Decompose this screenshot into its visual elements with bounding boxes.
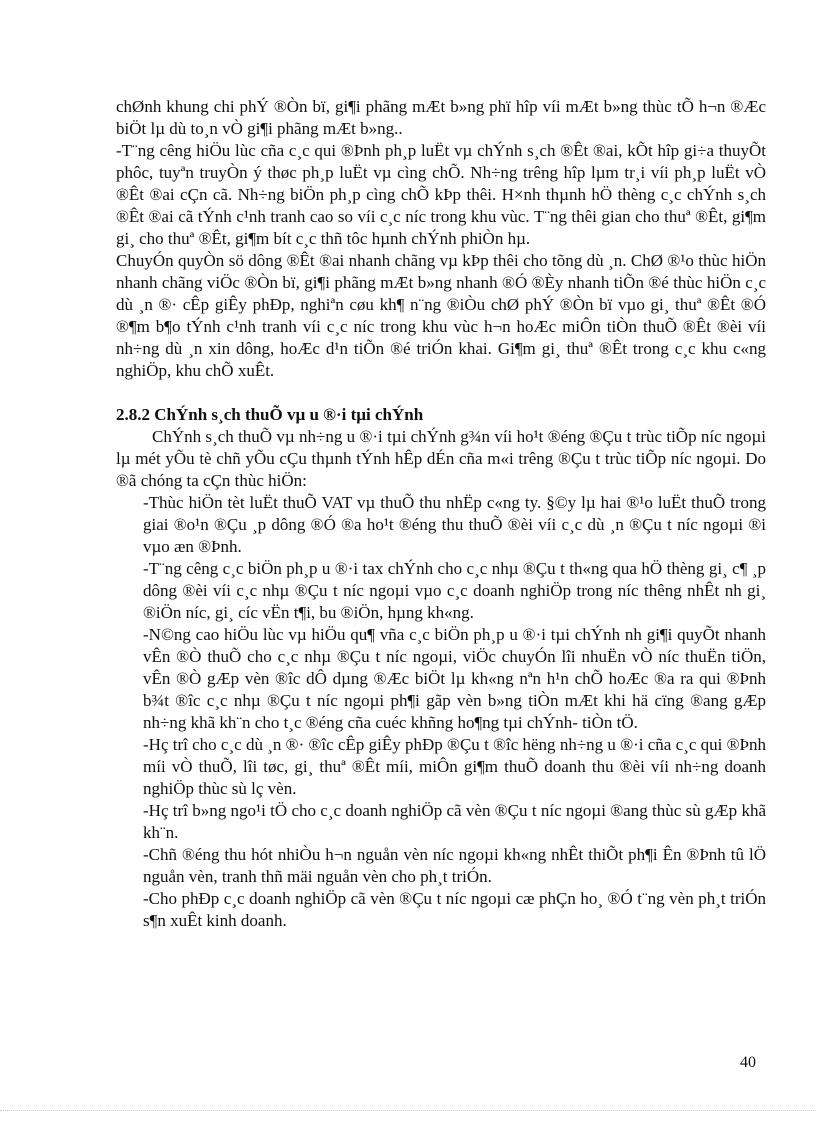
page-number: 40 <box>740 1054 756 1071</box>
list-item: -Hç trî cho c¸c dù ¸n ®· ®îc cÊp giÊy phÐp ®Çu t ®îc hëng nh÷ng u ®·i cña c¸c qui ®Þnh míi vÒ thuÕ, lîi tøc, gi¸ thuª ®Êt míi, miÔn gi¶m thuÕ doanh thu ®èi víi nh÷ng doanh nghiÖp thùc sù lç vèn. <box>143 735 766 798</box>
list-item: -Chñ ®éng thu hót nhiÒu h¬n nguån vèn níc ngoµi kh«ng nhÊt thiÕt ph¶i Ên ®Þnh tû lÖ nguån vèn, tranh thñ mäi nguån vèn cho ph¸t triÓn. <box>143 845 766 886</box>
paragraph-tax-intro: ChÝnh s¸ch thuÕ vµ nh÷ng u ®·i tµi chÝnh g¾n víi ho¹t ®éng ®Çu t trùc tiÕp níc ngoµi lµ mét yÕu tè chñ yÕu cÇu thµnh tÝnh hÊp dÉn cña m«i trêng ®Çu t trùc tiÕp níc ngoµi. Do ®ã chóng ta cÇn thùc hiÖn: <box>116 427 766 490</box>
list-item: -N©ng cao hiÖu lùc vµ hiÖu qu¶ vña c¸c biÖn ph¸p u ®·i tµi chÝnh nh gi¶i quyÕt nhanh vÊn ®Ò thuÕ cho c¸c nhµ ®Çu t níc ngoµi, viÖc chuyÓn lîi nhuËn vÒ níc thuËn tiÖn, vÊn ®Ò gÆp vèn ®îc dÔ dµng ®Æc biÖt lµ kh«ng nªn h¹n chÕ hoÆc ®a ra qui ®Þnh b¾t ®îc c¸c nhµ ®Çu t níc ngoµi ph¶i gãp vèn b»ng tiÒn mÆt khi hä cïng ®ang gÆp nh÷ng khã kh¨n cho t¸c ®éng cña cuéc khñng ho¶ng tµi chÝnh- tiÒn tÖ. <box>143 625 766 732</box>
list-item: -Thùc hiÖn tèt luËt thuÕ VAT vµ thuÕ thu nhËp c«ng ty. §©y lµ hai ®¹o luËt thuÕ trong giai ®o¹n ®Çu ¸p dông ®Ó ®a ho¹t ®éng thu thuÕ ®èi víi c¸c dù ¸n ®Çu t níc ngoµi ®i vµo æn ®Þnh. <box>143 493 766 556</box>
list-item: -Cho phÐp c¸c doanh nghiÖp cã vèn ®Çu t níc ngoµi cæ phÇn ho¸ ®Ó t¨ng vèn ph¸t triÓn s¶n xuÊt kinh doanh. <box>143 889 766 930</box>
page-body <box>116 96 766 932</box>
footer-divider <box>0 1110 816 1111</box>
list-item: -Hç trî b»ng ngo¹i tÖ cho c¸c doanh nghiÖp cã vèn ®Çu t níc ngoµi ®ang thùc sù gÆp khã kh¨n. <box>143 801 766 842</box>
section-heading-2-8-2: 2.8.2 ChÝnh s¸ch thuÕ vµ u ®·i tµi chÝnh <box>116 405 424 424</box>
paragraph-land-transfer: ChuyÓn quyÒn sö dông ®Êt ®ai nhanh chãng vµ kÞp thêi cho tõng dù ¸n. ChØ ®¹o thùc hiÖn nhanh chãng viÖc ®Òn bï, gi¶i phãng mÆt b»ng nhanh ®Ó ®Èy nhanh tiÕn ®é thùc hiÖn c¸c dù ¸n ®· cÊp giÊy phÐp, nghiªn cøu kh¶ n¨ng ®iÒu chØ phÝ ®Òn bï vµo gi¸ thuª ®Êt ®Ó ®¶m b¶o tÝnh c¹nh tranh víi c¸c níc trong khu vùc h¬n hoÆc miÔn tiÒn thuÕ ®Êt ®èi víi nh÷ng dù ¸n xin dông, hoÆc d¹n tiÕn ®é triÓn khai. Gi¶m gi¸ thuª ®Êt trong c¸c khu c«ng nghiÖp, khu chÕ xuÊt. <box>116 251 766 380</box>
list-item: -T¨ng cêng c¸c biÖn ph¸p u ®·i tax chÝnh cho c¸c nhµ ®Çu t th«ng qua hÖ thèng gi¸ c¶ ¸p dông ®èi víi c¸c nhµ ®Çu t níc ngoµi vµo c¸c doanh nghiÖp trong níc thêng nhÊt nh gi¸ ®iÖn níc, gi¸ cíc vËn t¶i, bu ®iÖn, hµng kh«ng. <box>143 559 766 622</box>
paragraph-land-law-enforcement: -T¨ng cêng hiÖu lùc cña c¸c qui ®Þnh ph¸p luËt vµ chÝnh s¸ch ®Êt ®ai, kÕt hîp gi÷a thuyÕt phôc, tuyªn truyÒn ý thøc ph¸p luËt vµ cìng chÕ. Nh÷ng trêng hîp lµm tr¸i víi ph¸p luËt vÒ ®Êt ®ai cÇn cã. Nh÷ng biÖn ph¸p cìng chÕ kÞp thêi. H×nh thµnh hÖ thèng c¸c chÝnh s¸ch ®Êt ®ai cã tÝnh c¹nh tranh cao so víi c¸c níc trong khu vùc. T¨ng thêi gian cho thuª ®Êt, gi¶m gi¸ cho thuª ®Êt, gi¶m bít c¸c thñ tôc hµnh chÝnh phiÒn hµ. <box>116 141 766 248</box>
paragraph-continuation: chØnh khung chi phÝ ®Òn bï, gi¶i phãng mÆt b»ng phï hîp víi mÆt b»ng thùc tÕ h¬n ®Æc biÖt lµ dù to¸n vÒ gi¶i phãng mÆt b»ng.. <box>116 97 766 138</box>
